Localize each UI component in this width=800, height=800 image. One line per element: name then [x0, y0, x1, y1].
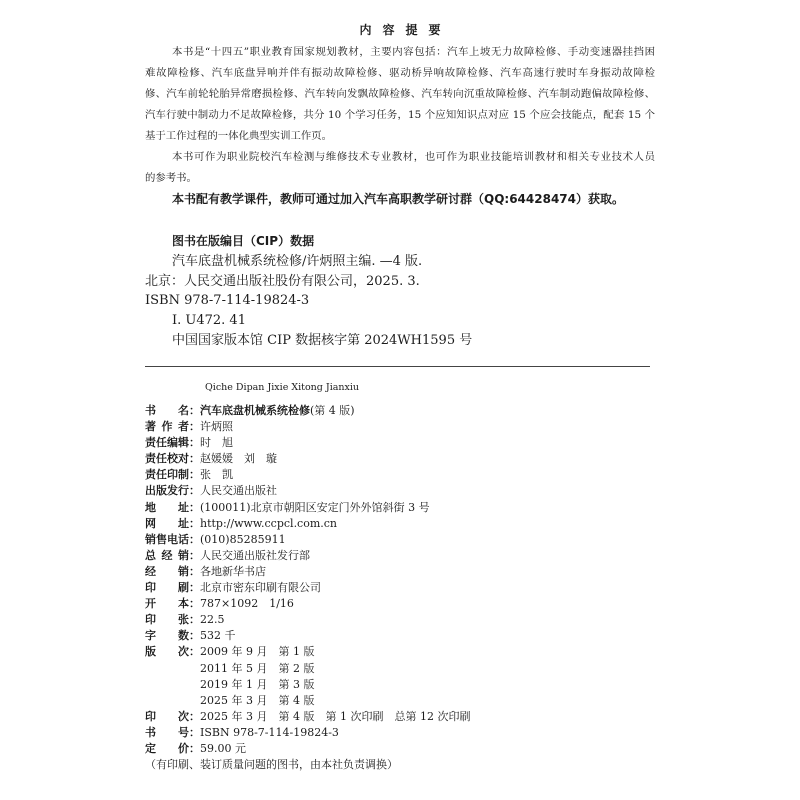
imprint-colon: ： — [189, 709, 200, 723]
cip-section — [145, 232, 665, 351]
imprint-colon: ： — [189, 597, 200, 611]
imprint-value: 532 千 — [200, 629, 236, 643]
imprint-value: (100011)北京市朝阳区安定门外外馆斜街 3 号 — [200, 500, 430, 514]
imprint-value: (010)85285911 — [200, 532, 286, 546]
imprint-row-website — [145, 516, 665, 532]
summary-line: 本书可作为职业院校汽车检测与维修技术专业教材，也可作为职业技能培训教材和相关专业技术人员 — [172, 150, 655, 163]
courseware-note: 本书配有教学课件，教师可通过加入汽车高职教学研讨群（QQ:64428474）获取。 — [172, 191, 625, 206]
imprint-colon: ： — [189, 725, 200, 739]
imprint-label: 总经销 — [145, 548, 189, 562]
imprint-label: 印刷 — [145, 581, 189, 595]
imprint-label: 责任印制 — [145, 468, 189, 482]
imprint-row-sales-phone — [145, 532, 665, 548]
imprint-value: 787×1092 1/16 — [200, 597, 294, 611]
imprint-value: 人民交通出版社发行部 — [200, 548, 310, 562]
imprint-value: 许炳照 — [200, 420, 233, 434]
imprint-colon: ： — [189, 500, 200, 514]
imprint-value: 59.00 元 — [200, 741, 246, 755]
imprint-colon: ： — [189, 484, 200, 498]
imprint-row-edition — [145, 644, 665, 660]
imprint-label: 地址 — [145, 500, 189, 514]
book-title-value: 汽车底盘机械系统检修 — [200, 404, 310, 417]
imprint-value: 北京市密东印刷有限公司 — [200, 581, 321, 595]
edition-continuation: 2011 年 5 月 第 2 版 — [200, 661, 315, 675]
edition-continuation: 2025 年 3 月 第 4 版 — [200, 693, 315, 707]
imprint-value: 张 凯 — [200, 468, 233, 482]
summary-line: 的参考书。 — [145, 171, 197, 184]
cip-line: ISBN 978-7-114-19824-3 — [145, 293, 310, 309]
pinyin-title: Qiche Dipan Jixie Xitong Jianxiu — [205, 382, 360, 393]
summary-line: 汽车行驶中制动力不足故障检修，共分 10 个学习任务，15 个应知知识点对应 15 个应会技能点，配套 15 个 — [145, 108, 655, 121]
summary-line: 本书是“十四五”职业教育国家规划教材，主要内容包括：汽车上坡无力故障检修、手动变速器挂挡困 — [172, 45, 655, 58]
imprint-colon: ： — [189, 436, 200, 450]
imprint-row-isbn — [145, 725, 665, 741]
imprint-colon: ： — [189, 581, 200, 595]
horizontal-divider — [145, 366, 650, 367]
imprint-colon: ： — [189, 613, 200, 627]
imprint-value: 2025 年 3 月 第 4 版 第 1 次印刷 总第 12 次印刷 — [200, 709, 471, 723]
imprint-colon: ： — [189, 645, 200, 659]
imprint-row-general-distributor — [145, 548, 665, 564]
imprint-row-word-count — [145, 628, 665, 644]
edition-continuation: 2019 年 1 月 第 3 版 — [200, 677, 315, 691]
cip-line: 北京：人民交通出版社股份有限公司，2025. 3. — [145, 273, 420, 289]
imprint-label: 书名 — [145, 404, 189, 417]
imprint-row-title — [145, 403, 665, 419]
imprint-row-distributor — [145, 564, 665, 580]
imprint-row-editor — [145, 435, 665, 451]
imprint-row-price — [145, 741, 665, 757]
cip-line: Ⅰ. U472. 41 — [172, 313, 246, 329]
imprint-label: 责任校对 — [145, 452, 189, 466]
imprint-row-printing — [145, 709, 665, 725]
cip-line: 中国国家版本馆 CIP 数据核字第 2024WH1595 号 — [172, 332, 473, 348]
summary-line: 修、汽车前轮轮胎异常磨损检修、汽车转向发飘故障检修、汽车转向沉重故障检修、汽车制动跑偏故障检修、 — [145, 87, 655, 100]
imprint-label: 定价 — [145, 741, 189, 755]
summary-section — [145, 42, 655, 210]
imprint-label: 经销 — [145, 564, 189, 578]
imprint-row-sheets — [145, 612, 665, 628]
imprint-colon: ： — [189, 420, 200, 434]
imprint-colon: ： — [189, 548, 200, 562]
summary-line: 基于工作过程的一体化典型实训工作页。 — [145, 129, 333, 142]
imprint-row-format — [145, 596, 665, 612]
imprint-label: 著作者 — [145, 420, 189, 434]
imprint-value: 各地新华书店 — [200, 564, 266, 578]
imprint-row-publisher — [145, 483, 665, 499]
summary-line: 难故障检修、汽车底盘异响并伴有振动故障检修、驱动桥异响故障检修、汽车高速行驶时车身振动故障检 — [145, 66, 655, 79]
imprint-section — [145, 403, 665, 773]
imprint-label: 销售电话 — [145, 532, 189, 546]
imprint-label: 字数 — [145, 629, 189, 643]
imprint-colon: ： — [189, 629, 200, 643]
summary-title: 内容提要 — [359, 23, 452, 37]
imprint-colon: ： — [189, 404, 200, 417]
cip-heading: 图书在版编目（CIP）数据 — [172, 234, 315, 248]
imprint-label: 印张 — [145, 613, 189, 627]
cip-line: 汽车底盘机械系统检修/许炳照主编. —4 版. — [172, 253, 423, 269]
imprint-colon: ： — [189, 452, 200, 466]
imprint-value: 时 旭 — [200, 436, 233, 450]
imprint-value: 2009 年 9 月 第 1 版 — [200, 645, 315, 659]
imprint-colon: ： — [189, 532, 200, 546]
imprint-label: 出版发行 — [145, 484, 189, 498]
imprint-colon: ： — [189, 564, 200, 578]
imprint-row-print-manager — [145, 467, 665, 483]
imprint-colon: ： — [189, 516, 200, 530]
quality-notice: （有印刷、装订质量问题的图书，由本社负责调换） — [145, 758, 398, 772]
imprint-value: ISBN 978-7-114-19824-3 — [200, 725, 339, 739]
imprint-value: 22.5 — [200, 613, 225, 627]
imprint-label: 书号 — [145, 725, 189, 739]
imprint-value: http://www.ccpcl.com.cn — [200, 516, 338, 530]
imprint-value: 人民交通出版社 — [200, 484, 277, 498]
imprint-row-address — [145, 500, 665, 516]
imprint-label: 开本 — [145, 597, 189, 611]
imprint-colon: ： — [189, 741, 200, 755]
imprint-row-proofreader — [145, 451, 665, 467]
imprint-label: 网址 — [145, 516, 189, 530]
imprint-colon: ： — [189, 468, 200, 482]
imprint-label: 责任编辑 — [145, 436, 189, 450]
imprint-label: 印次 — [145, 709, 189, 723]
imprint-row-author — [145, 419, 665, 435]
imprint-row-printer — [145, 580, 665, 596]
imprint-value: 赵媛媛 刘 璇 — [200, 452, 277, 466]
imprint-label: 版次 — [145, 645, 189, 659]
book-edition-value: (第 4 版) — [310, 404, 355, 417]
